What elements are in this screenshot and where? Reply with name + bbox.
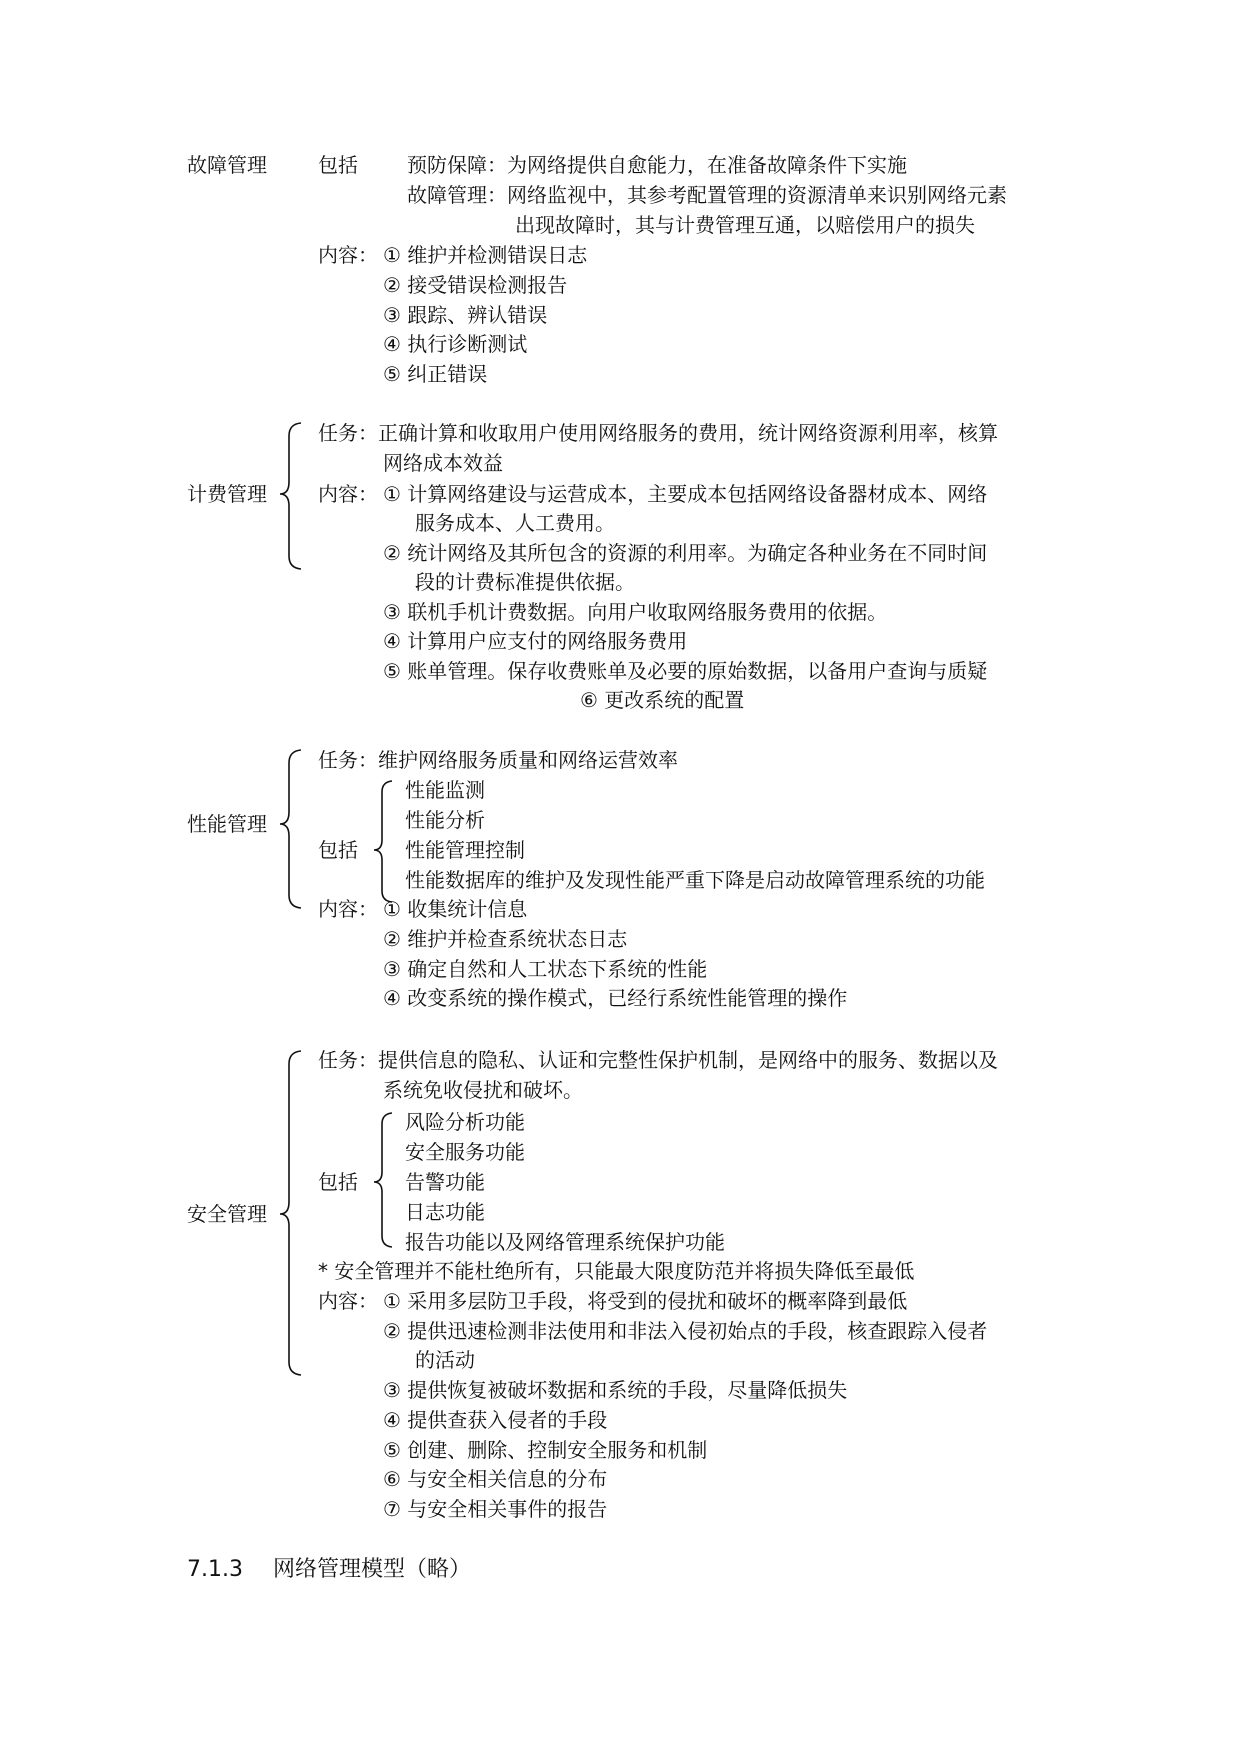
fault-prevent: 预防保障：为网络提供自愈能力，在准备故障条件下实施 xyxy=(407,153,907,177)
security-item-2-line2: 的活动 xyxy=(415,1348,475,1372)
security-task-line1: 任务：提供信息的隐私、认证和完整性保护机制，是网络中的服务、数据以及 xyxy=(318,1048,998,1072)
security-include-item: 告警功能 xyxy=(405,1170,485,1194)
performance-content-item: ④ 改变系统的操作模式，已经行系统性能管理的操作 xyxy=(383,986,848,1010)
fault-monitor-line1: 故障管理：网络监视中，其参考配置管理的资源清单来识别网络元素 xyxy=(407,183,1007,207)
billing-item-2-line2: 段的计费标准提供依据。 xyxy=(415,570,635,594)
fault-title: 故障管理 xyxy=(187,153,267,177)
billing-item-6: ⑥ 更改系统的配置 xyxy=(580,688,745,712)
security-title: 安全管理 xyxy=(187,1202,267,1226)
billing-item-1-line1: ① 计算网络建设与运营成本，主要成本包括网络设备器材成本、网络 xyxy=(383,482,988,506)
security-item-4: ④ 提供查获入侵者的手段 xyxy=(383,1408,608,1432)
fault-content-item: ③ 跟踪、辨认错误 xyxy=(383,303,548,327)
billing-title: 计费管理 xyxy=(187,482,267,506)
billing-item-4: ④ 计算用户应支付的网络服务费用 xyxy=(383,629,688,653)
security-item-6: ⑥ 与安全相关信息的分布 xyxy=(383,1467,608,1491)
billing-brace xyxy=(280,423,301,569)
fault-content-item: ④ 执行诊断测试 xyxy=(383,332,528,356)
fault-content-item: ① 维护并检测错误日志 xyxy=(383,243,588,267)
security-include-item: 安全服务功能 xyxy=(405,1140,525,1164)
performance-title: 性能管理 xyxy=(187,812,267,836)
billing-task-line2: 网络成本效益 xyxy=(383,451,503,475)
security-include-item: 报告功能以及网络管理系统保护功能 xyxy=(405,1230,725,1254)
fault-content-item: ⑤ 纠正错误 xyxy=(383,362,488,386)
security-include-item: 日志功能 xyxy=(405,1200,485,1224)
security-content-label: 内容： xyxy=(318,1289,378,1313)
fault-content-item: ② 接受错误检测报告 xyxy=(383,273,568,297)
fault-includes-label: 包括 xyxy=(318,153,358,177)
security-note: * 安全管理并不能杜绝所有，只能最大限度防范并将损失降低至最低 xyxy=(318,1259,915,1283)
performance-includes-brace xyxy=(374,781,392,902)
fault-content-label: 内容： xyxy=(318,243,378,267)
billing-task-line1: 任务：正确计算和收取用户使用网络服务的费用，统计网络资源利用率，核算 xyxy=(318,421,998,445)
security-include-item: 风险分析功能 xyxy=(405,1110,525,1134)
section-title: 网络管理模型（略） xyxy=(273,1557,472,1582)
performance-includes-label: 包括 xyxy=(318,838,358,862)
fault-monitor-line2: 出现故障时，其与计费管理互通，以赔偿用户的损失 xyxy=(515,213,975,237)
performance-task: 任务：维护网络服务质量和网络运营效率 xyxy=(318,748,678,772)
performance-content-item: ③ 确定自然和人工状态下系统的性能 xyxy=(383,957,708,981)
security-item-7: ⑦ 与安全相关事件的报告 xyxy=(383,1497,608,1521)
security-includes-brace xyxy=(374,1113,392,1247)
performance-include-item: 性能管理控制 xyxy=(405,838,525,862)
security-item-3: ③ 提供恢复被破坏数据和系统的手段，尽量降低损失 xyxy=(383,1378,848,1402)
billing-content-label: 内容： xyxy=(318,482,378,506)
performance-content-item: ② 维护并检查系统状态日志 xyxy=(383,927,628,951)
security-includes-label: 包括 xyxy=(318,1170,358,1194)
billing-item-3: ③ 联机手机计费数据。向用户收取网络服务费用的依据。 xyxy=(383,600,888,624)
security-item-2-line1: ② 提供迅速检测非法使用和非法入侵初始点的手段，核查跟踪入侵者 xyxy=(383,1319,988,1343)
section-number: 7.1.3 xyxy=(187,1557,243,1582)
performance-include-item: 性能监测 xyxy=(405,778,485,802)
billing-item-5: ⑤ 账单管理。保存收费账单及必要的原始数据，以备用户查询与质疑 xyxy=(383,659,988,683)
performance-content-label: 内容： xyxy=(318,897,378,921)
security-item-5: ⑤ 创建、删除、控制安全服务和机制 xyxy=(383,1438,708,1462)
performance-brace xyxy=(280,750,301,908)
security-task-line2: 系统免收侵扰和破坏。 xyxy=(383,1078,583,1102)
security-item-1: ① 采用多层防卫手段，将受到的侵扰和破坏的概率降到最低 xyxy=(383,1289,908,1313)
performance-include-item: 性能分析 xyxy=(405,808,485,832)
billing-item-2-line1: ② 统计网络及其所包含的资源的利用率。为确定各种业务在不同时间 xyxy=(383,541,988,565)
performance-content-item: ① 收集统计信息 xyxy=(383,897,528,921)
security-brace xyxy=(280,1051,301,1375)
billing-item-1-line2: 服务成本、人工费用。 xyxy=(415,511,615,535)
performance-include-item: 性能数据库的维护及发现性能严重下降是启动故障管理系统的功能 xyxy=(405,868,985,892)
